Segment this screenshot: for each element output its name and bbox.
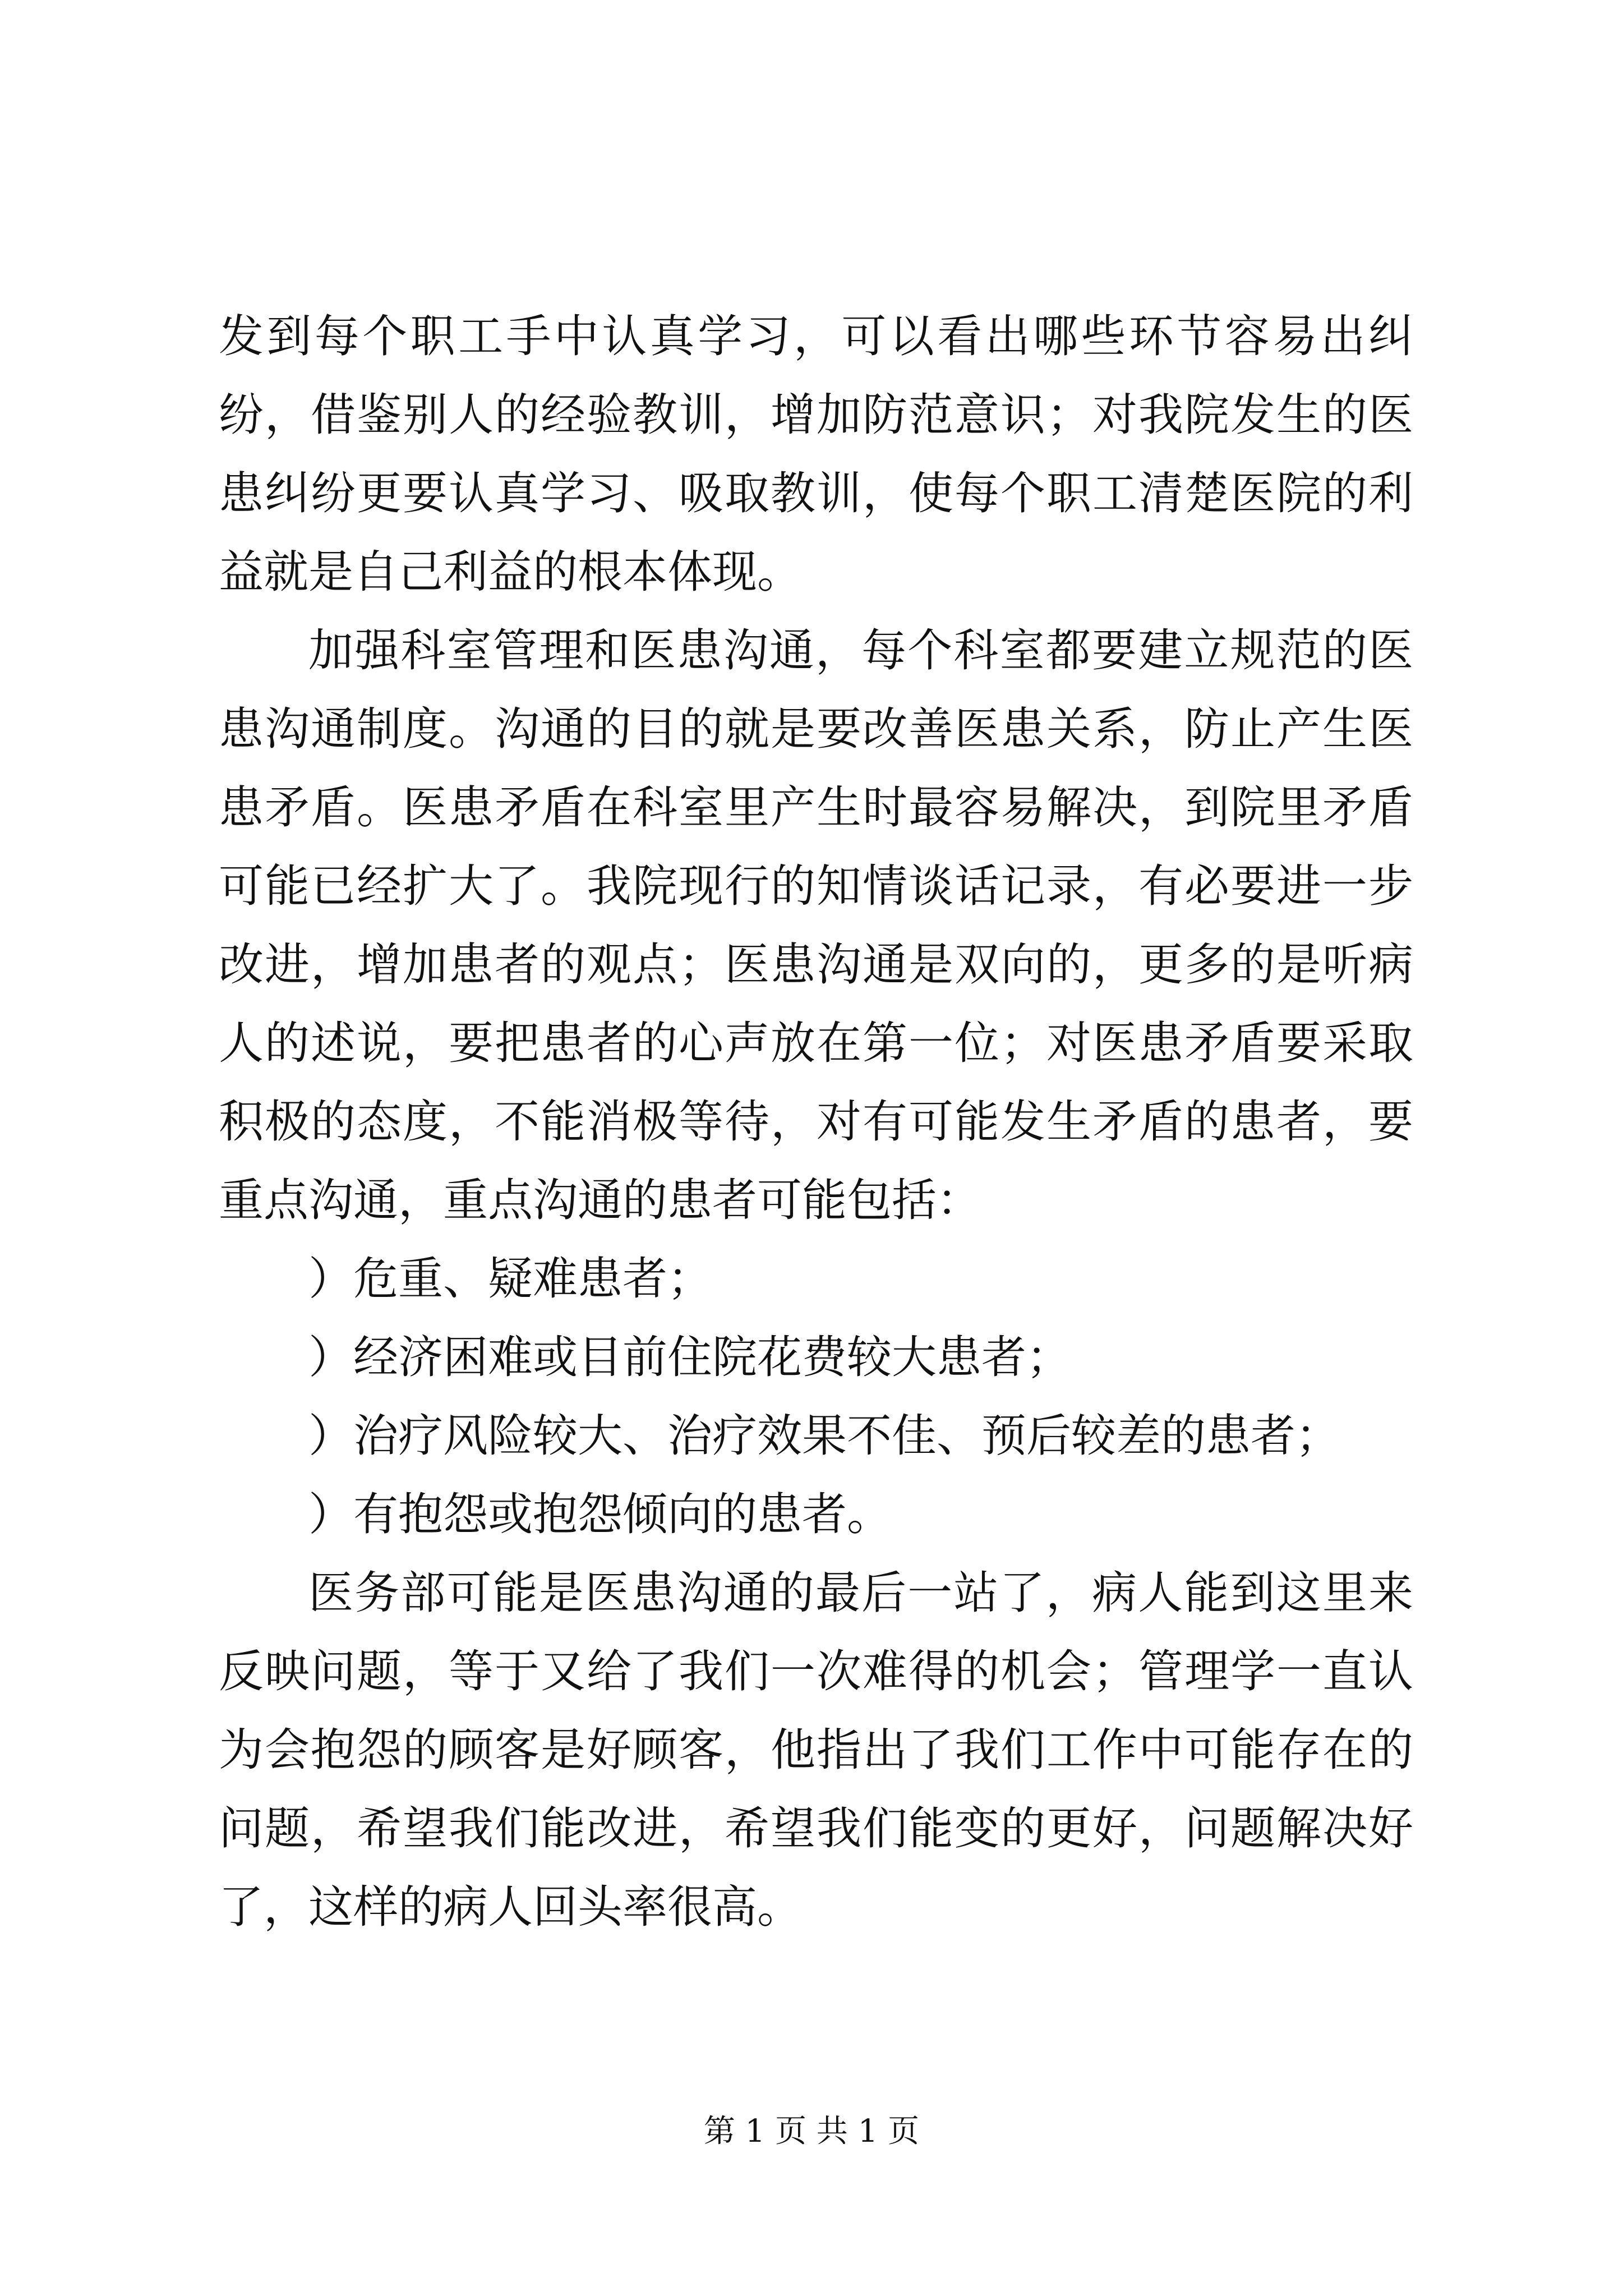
paragraph-medical-department: 医务部可能是医患沟通的最后一站了，病人能到这里来反映问题，等于又给了我们一次难得的机会；管理学一直认为会抱怨的顾客是好顾客，他指出了我们工作中可能存在的问题，希望我们能改进，希望我们能变的更好，问题解决好了，这样的病人回头率很高。 bbox=[219, 1567, 1413, 1933]
paragraph-communication: 加强科室管理和医患沟通，每个科室都要建立规范的医患沟通制度。沟通的目的就是要改善医患关系，防止产生医患矛盾。医患矛盾在科室里产生时最容易解决，到院里矛盾可能已经扩大了。我院现行的知情谈话记录，有必要进一步改进，增加患者的观点；医患沟通是双向的，更多的是听病人的述说，要把患者的心声放在第一位；对医患矛盾要采取积极的态度，不能消极等待，对有可能发生矛盾的患者，要重点沟通，重点沟通的患者可能包括： bbox=[219, 624, 1413, 1226]
list-item: ）有抱怨或抱怨倾向的患者。 bbox=[308, 1488, 892, 1540]
page-footer: 第 1 页 共 1 页 bbox=[703, 2113, 920, 2150]
list-item: ）经济困难或目前住院花费较大患者； bbox=[308, 1331, 1071, 1383]
paragraph-continuation: 发到每个职工手中认真学习，可以看出哪些环节容易出纠纷，借鉴别人的经验教训，增加防范意识；对我院发生的医患纠纷更要认真学习、吸取教训，使每个职工清楚医院的利益就是自己利益的根本体现。 bbox=[219, 310, 1413, 598]
list-item: ）危重、疑难患者； bbox=[308, 1253, 712, 1305]
document-body bbox=[219, 297, 1413, 1947]
list-item: ）治疗风险较大、治疗效果不佳、预后较差的患者； bbox=[308, 1410, 1340, 1462]
